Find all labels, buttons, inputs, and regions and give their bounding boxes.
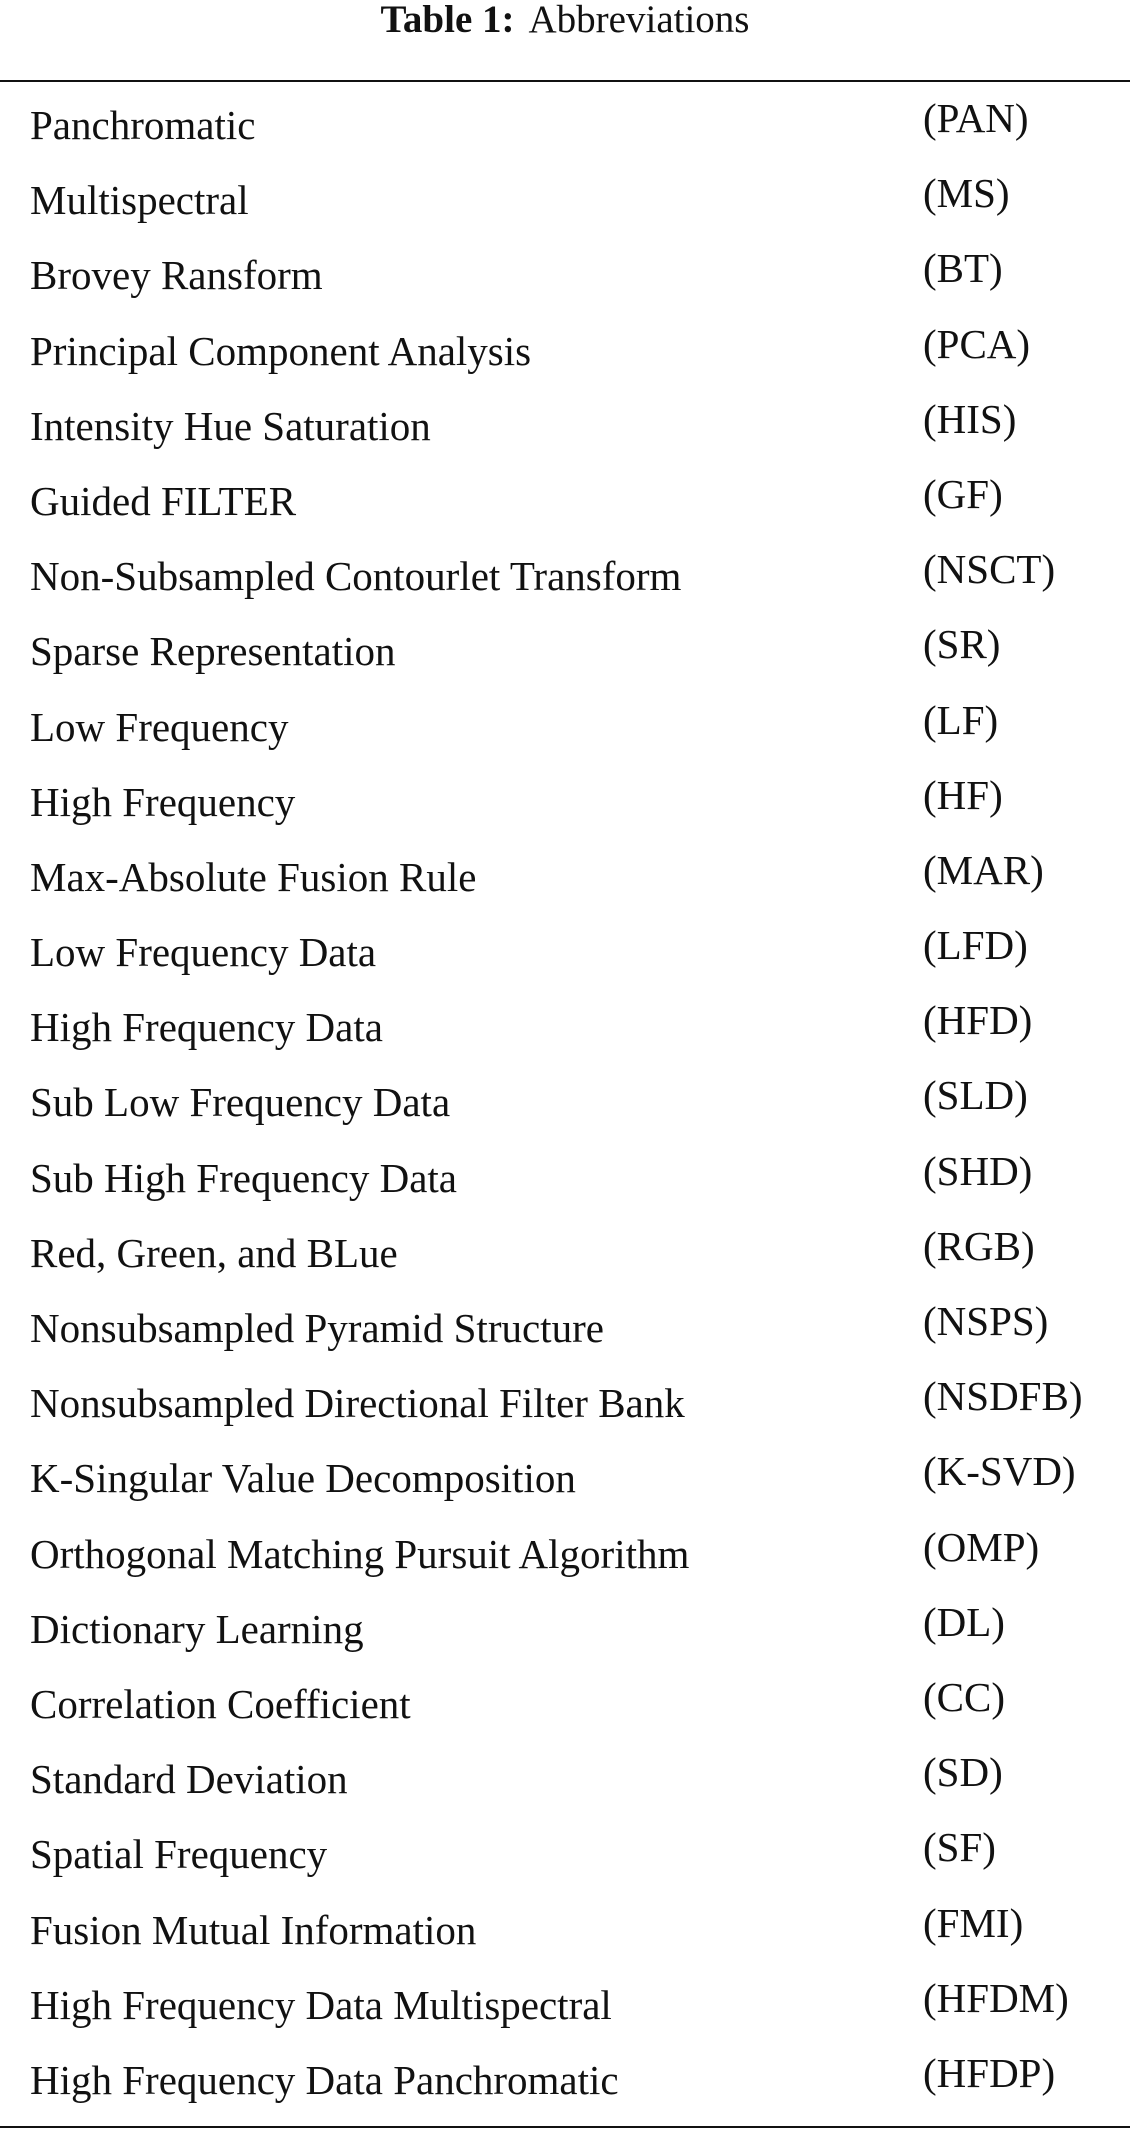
term-cell: Spatial Frequency [30, 1831, 328, 1878]
abbreviation-cell: (HFDP) [923, 2049, 1056, 2096]
term-cell: Principal Component Analysis [30, 327, 532, 374]
abbreviation-cell: (SF) [923, 1824, 996, 1871]
table-row [0, 1146, 1130, 1221]
table-row [0, 1822, 1130, 1897]
term-cell: Sparse Representation [30, 628, 396, 675]
abbreviation-cell: (HFDM) [923, 1974, 1069, 2021]
table-row [0, 243, 1130, 318]
term-cell: Sub Low Frequency Data [30, 1079, 451, 1126]
term-cell: Fusion Mutual Information [30, 1906, 477, 1953]
table-row [0, 93, 1130, 168]
abbreviation-cell: (FMI) [923, 1899, 1024, 1946]
table-row [0, 845, 1130, 920]
term-cell: Correlation Coefficient [30, 1680, 411, 1727]
term-cell: High Frequency Data Panchromatic [30, 2056, 619, 2103]
abbreviation-cell: (PCA) [923, 320, 1031, 367]
term-cell: Non-Subsampled Contourlet Transform [30, 553, 682, 600]
abbreviation-cell: (RGB) [923, 1222, 1035, 1269]
abbreviation-cell: (SHD) [923, 1147, 1033, 1194]
abbreviation-cell: (DL) [923, 1598, 1005, 1645]
abbreviation-cell: (K-SVD) [923, 1448, 1076, 1495]
term-cell: Dictionary Learning [30, 1605, 364, 1652]
table-caption [0, 0, 1130, 40]
abbreviation-cell: (MS) [923, 170, 1010, 217]
term-cell: Multispectral [30, 177, 249, 224]
table-row [0, 469, 1130, 544]
abbreviation-cell: (SR) [923, 621, 1001, 668]
term-cell: Max-Absolute Fusion Rule [30, 853, 477, 900]
abbreviation-cell: (GF) [923, 470, 1003, 517]
top-rule [0, 80, 1130, 82]
table-row [0, 1522, 1130, 1597]
term-cell: Sub High Frequency Data [30, 1154, 457, 1201]
bottom-rule [0, 2126, 1130, 2128]
term-cell: Panchromatic [30, 102, 256, 148]
table-row [0, 394, 1130, 469]
term-cell: Low Frequency Data [30, 929, 377, 976]
table-row [0, 1898, 1130, 1973]
table-row [0, 1070, 1130, 1145]
table-row [0, 1296, 1130, 1371]
table-row [0, 1747, 1130, 1822]
abbreviation-cell: (HF) [923, 771, 1003, 818]
table-row [0, 2048, 1130, 2123]
abbreviation-cell: (SLD) [923, 1072, 1028, 1119]
abbreviation-cell: (BT) [923, 245, 1003, 292]
abbreviation-cell: (HFD) [923, 997, 1033, 1044]
table-row [0, 1973, 1130, 2048]
term-cell: High Frequency [30, 778, 296, 825]
abbreviation-cell: (SD) [923, 1749, 1003, 1796]
term-cell: Nonsubsampled Directional Filter Bank [30, 1380, 685, 1427]
table-row [0, 695, 1130, 770]
abbreviation-cell: (PAN) [923, 95, 1029, 141]
term-cell: High Frequency Data Multispectral [30, 1981, 612, 2028]
table-row [0, 1446, 1130, 1521]
table-row [0, 319, 1130, 394]
term-cell: K-Singular Value Decomposition [30, 1455, 576, 1502]
term-cell: Standard Deviation [30, 1756, 348, 1803]
abbreviation-cell: (OMP) [923, 1523, 1040, 1570]
table-row [0, 1221, 1130, 1296]
abbreviation-cell: (CC) [923, 1673, 1005, 1720]
term-cell: Brovey Ransform [30, 252, 323, 299]
term-cell: Low Frequency [30, 703, 289, 750]
table-row [0, 770, 1130, 845]
table-label: Table 1: [380, 0, 515, 41]
abbreviation-cell: (LFD) [923, 922, 1028, 969]
table-row [0, 1371, 1130, 1446]
abbreviation-cell: (MAR) [923, 846, 1044, 893]
table-row [0, 619, 1130, 694]
abbreviation-cell: (NSCT) [923, 546, 1056, 593]
abbreviation-cell: (NSPS) [923, 1298, 1049, 1344]
abbreviation-list [0, 93, 1130, 2123]
abbreviation-cell: (NSDFB) [923, 1373, 1083, 1420]
table-title: Abbreviations [528, 0, 750, 41]
term-cell: Red, Green, and BLue [30, 1229, 398, 1276]
table-row [0, 1672, 1130, 1747]
abbreviation-cell: (LF) [923, 696, 999, 743]
term-cell: Orthogonal Matching Pursuit Algorithm [30, 1530, 690, 1577]
term-cell: Intensity Hue Saturation [30, 402, 431, 449]
term-cell: Nonsubsampled Pyramid Structure [30, 1305, 604, 1351]
term-cell: High Frequency Data [30, 1004, 383, 1051]
term-cell: Guided FILTER [30, 477, 297, 524]
abbreviation-cell: (HIS) [923, 395, 1017, 442]
table-row [0, 1597, 1130, 1672]
table-row [0, 920, 1130, 995]
table-row [0, 168, 1130, 243]
table-row [0, 544, 1130, 619]
table-row [0, 995, 1130, 1070]
